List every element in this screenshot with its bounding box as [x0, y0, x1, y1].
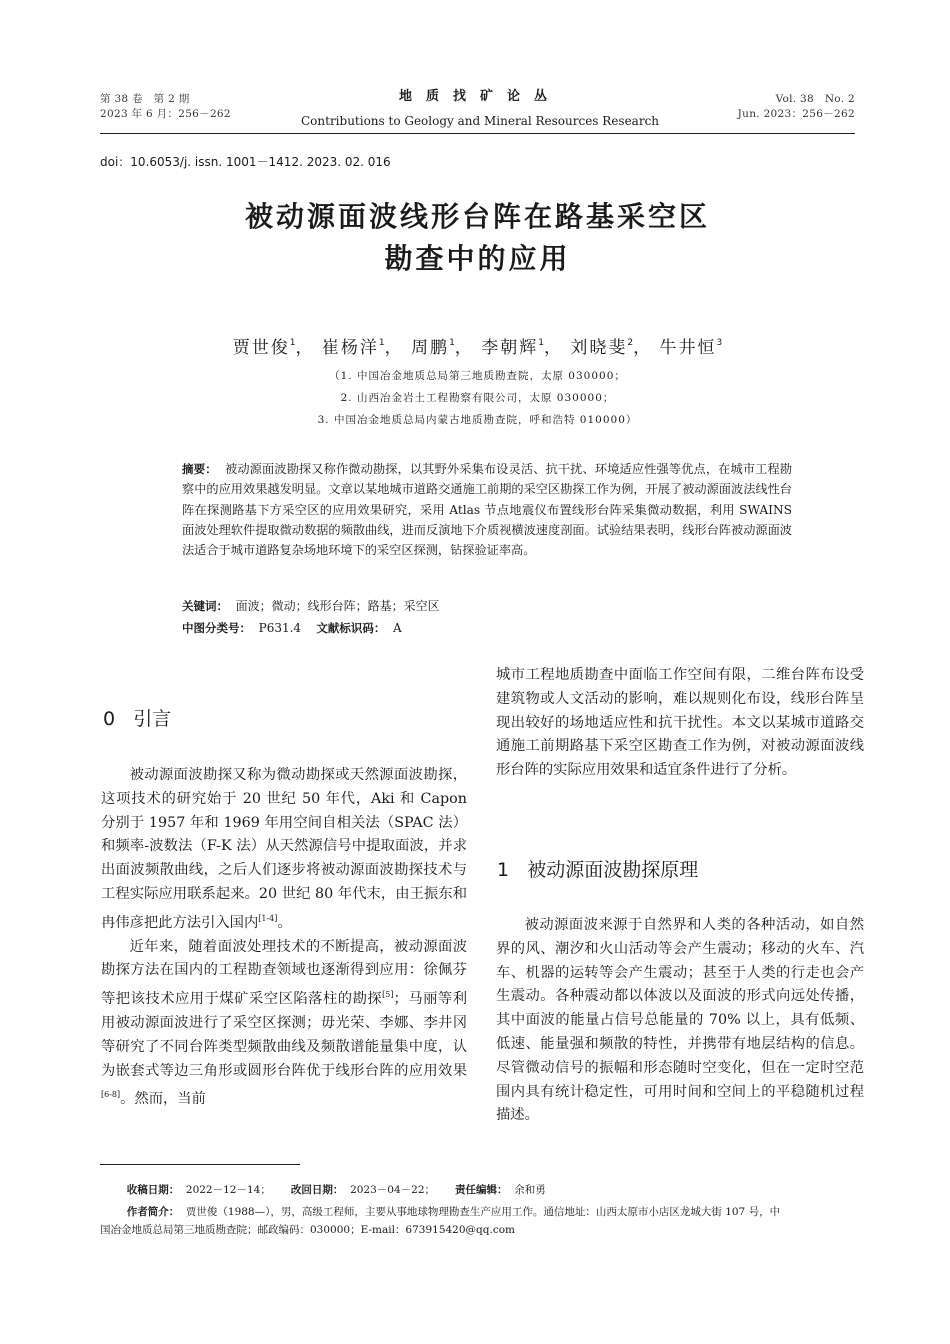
title-line-2: 勘查中的应用: [384, 242, 571, 275]
intro-paragraph-1-end: 。: [277, 914, 292, 931]
received-date: 2022－12－14；: [185, 1184, 271, 1196]
author-name: 刘晓斐: [570, 338, 628, 358]
doi: doi：10.6053/j. issn. 1001－1412. 2023. 02. 016: [100, 155, 391, 169]
clc-number: P631.4: [258, 621, 302, 635]
intro-paragraph-2: [101, 936, 467, 1113]
affiliation-1: （1. 中国冶金地质总局第三地质勘查院，太原 030000；: [329, 370, 626, 382]
received-label: 收稿日期：: [126, 1184, 180, 1196]
section-heading-introduction: [103, 704, 171, 731]
author-name: 李朝辉: [481, 338, 539, 358]
revised-label: 改回日期：: [290, 1184, 344, 1196]
intro-paragraph-2-part-c: 。然而，当前: [120, 1091, 206, 1108]
affiliation-3: 3. 中国冶金地质总局内蒙古地质勘查院，呼和浩特 010000）: [317, 414, 638, 426]
volume-issue-en: Vol. 38 No. 2: [775, 93, 855, 105]
date-pages-cn: 2023 年 6 月：256－262: [100, 108, 231, 120]
document-code-label: 文献标识码：: [316, 621, 386, 635]
issue-info-en: [700, 92, 855, 122]
editor-name: 余和勇: [514, 1184, 546, 1196]
keywords-label: 关键词：: [182, 599, 228, 613]
citation: [5]: [382, 990, 394, 1000]
header-rule: [100, 133, 855, 134]
author-affiliation-mark: 1: [378, 338, 385, 348]
volume-issue-cn: 第 38 卷 第 2 期: [100, 93, 190, 105]
editor-label: 责任编辑：: [455, 1184, 508, 1196]
revised-date: 2023－04－22；: [350, 1184, 436, 1196]
author-affiliation-mark: 1: [289, 338, 296, 348]
clc-label: 中图分类号：: [182, 621, 251, 635]
section-number: 0: [103, 708, 116, 730]
journal-name-en: Contributions to Geology and Mineral Resources Research: [300, 114, 660, 128]
date-pages-en: Jun. 2023：256－262: [737, 108, 855, 120]
intro-paragraph-1-text: 被动源面波勘探又称为微动勘探或天然源面波勘探，这项技术的研究始于 20 世纪 50 年代，Aki 和 Capon 分别于 1957 年和 1969 年用空间自相关法（SPAC 法）和频率-波数法（F-K 法）从天然源信号中提取面波，并求出面波频散曲线，之后人们逐步将被动源面波勘探技术与工程实际应用联系起来。20 世纪 80 年代末，由王振东和冉伟彦把此方法引入国内: [101, 767, 467, 931]
footnote-rule: [100, 1164, 300, 1165]
author-bio-line-1: [100, 1203, 860, 1221]
author-separator: ，: [384, 338, 404, 358]
section-title: 引言: [133, 708, 172, 730]
affiliation-2: 2. 山西冶金岩土工程勘察有限公司，太原 030000；: [340, 392, 615, 404]
author-name: 崔杨洋: [321, 338, 379, 358]
author-bio-label: 作者简介：: [126, 1206, 180, 1218]
intro-paragraph-1: [101, 764, 467, 936]
section-title: 被动源面波勘探原理: [527, 859, 699, 881]
abstract-text: 被动源面波勘探又称作微动勘探，以其野外采集布设灵活、抗干扰、环境适应性强等优点，在城市工程勘察中的应用效果越发明显。文章以某地城市道路交通施工前期的采空区勘探工作为例，开展了被动源面波法线性台阵在探测路基下方采空区的应用效果研究，采用 Atlas 节点地震仪布置线形台阵采集微动数据，利用 SWAINS 面波处理软件提取微动数据的频散曲线，进而反演地下介质视横波速度剖面。试验结果表明，线形台阵被动源面波法适合于城市道路复杂场地环境下的采空区探测，钻探验证率高。: [182, 462, 793, 558]
journal-name: [290, 88, 670, 130]
author-affiliation-mark: 2: [627, 338, 634, 348]
paper-title: [100, 196, 855, 280]
author-name: 贾世俊: [232, 338, 290, 358]
footnote-dates: [100, 1181, 860, 1199]
issue-info-cn: [100, 92, 231, 122]
principle-paragraph-1: 被动源面波来源于自然界和人类的各种活动，如自然界的风、潮汐和火山活动等会产生震动；移动的火车、汽车、机器的运转等会产生震动；甚至于人类的行走也会产生震动。各种震动都以体波以及面波的形式向远处传播，其中面波的能量占信号总能量的 70% 以上，具有低频、低速、能量强和频散的特性，并携带有地层结构的信息。尽管微动信号的振幅和形态随时空变化，但在一定时空范围内具有统计稳定性，可用时间和空间上的平稳随机过程描述。: [496, 917, 864, 1124]
intro-paragraph-2-continued: 城市工程地质勘查中面临工作空间有限，二维台阵布设受建筑物或人文活动的影响，难以规则化布设，线形台阵呈现出较好的场地适应性和抗干扰性。本文以某城市道路交通施工前期路基下采空区勘查工作为例，对被动源面波线形台阵的实际应用效果和适宜条件进行了分析。: [496, 667, 864, 779]
keywords: [182, 597, 440, 614]
author-affiliation-mark: 1: [449, 338, 455, 348]
author-bio-line-2: 国冶金地质总局第三地质勘查院；邮政编码：030000；E-mail：673915420@qq.com: [100, 1224, 515, 1236]
intro-left-column: [101, 764, 467, 1112]
citation: [1-4]: [258, 913, 278, 923]
title-line-1: 被动源面波线形台阵在路基采空区: [244, 200, 710, 233]
section-number: 1: [497, 859, 510, 881]
section-heading-principle: [497, 855, 698, 882]
keywords-text: 面波；微动；线形台阵；路基；采空区: [235, 599, 440, 613]
author-separator: ，: [454, 338, 474, 358]
intro-paragraph-2-part-a: 近年来，随着面波处理技术的不断提高，被动源面波勘探方法在国内的工程勘查领域也逐渐得到应用：徐佩芬等把该技术应用于煤矿采空区陷落柱的勘探: [101, 938, 467, 1008]
principle-column: [496, 914, 864, 1128]
abstract: [182, 459, 792, 560]
author-separator: ，: [633, 338, 653, 358]
journal-name-cn: 地质找矿论丛: [398, 89, 561, 104]
intro-paragraph-2-part-b: ；马丽等利用被动源面波进行了采空区探测；毋光荣、李娜、李井冈等研究了不同台阵类型频散曲线及频散谱能量集中度，认为嵌套式等边三角形或圆形台阵优于线形台阵的应用效果: [101, 991, 468, 1079]
abstract-label: 摘要：: [182, 462, 217, 476]
footnote-author-bio: [100, 1203, 860, 1239]
citation: [6-8]: [101, 1090, 121, 1100]
classification: [182, 620, 402, 636]
author-affiliation-mark: 3: [716, 338, 723, 348]
author-affiliation-mark: 1: [538, 338, 544, 348]
author-separator: ，: [543, 338, 563, 358]
author-separator: ，: [295, 338, 315, 358]
author-list: [100, 333, 855, 358]
author-name: 牛井恒: [659, 338, 717, 358]
document-code: A: [392, 621, 402, 635]
intro-right-column: [496, 664, 864, 783]
author-bio-text-1: 贾世俊（1988—），男，高级工程师，主要从事地球物理勘查生产应用工作。通信地址：山西太原市小店区龙城大街 107 号，中: [185, 1206, 781, 1218]
author-name: 周鹏: [411, 338, 450, 358]
